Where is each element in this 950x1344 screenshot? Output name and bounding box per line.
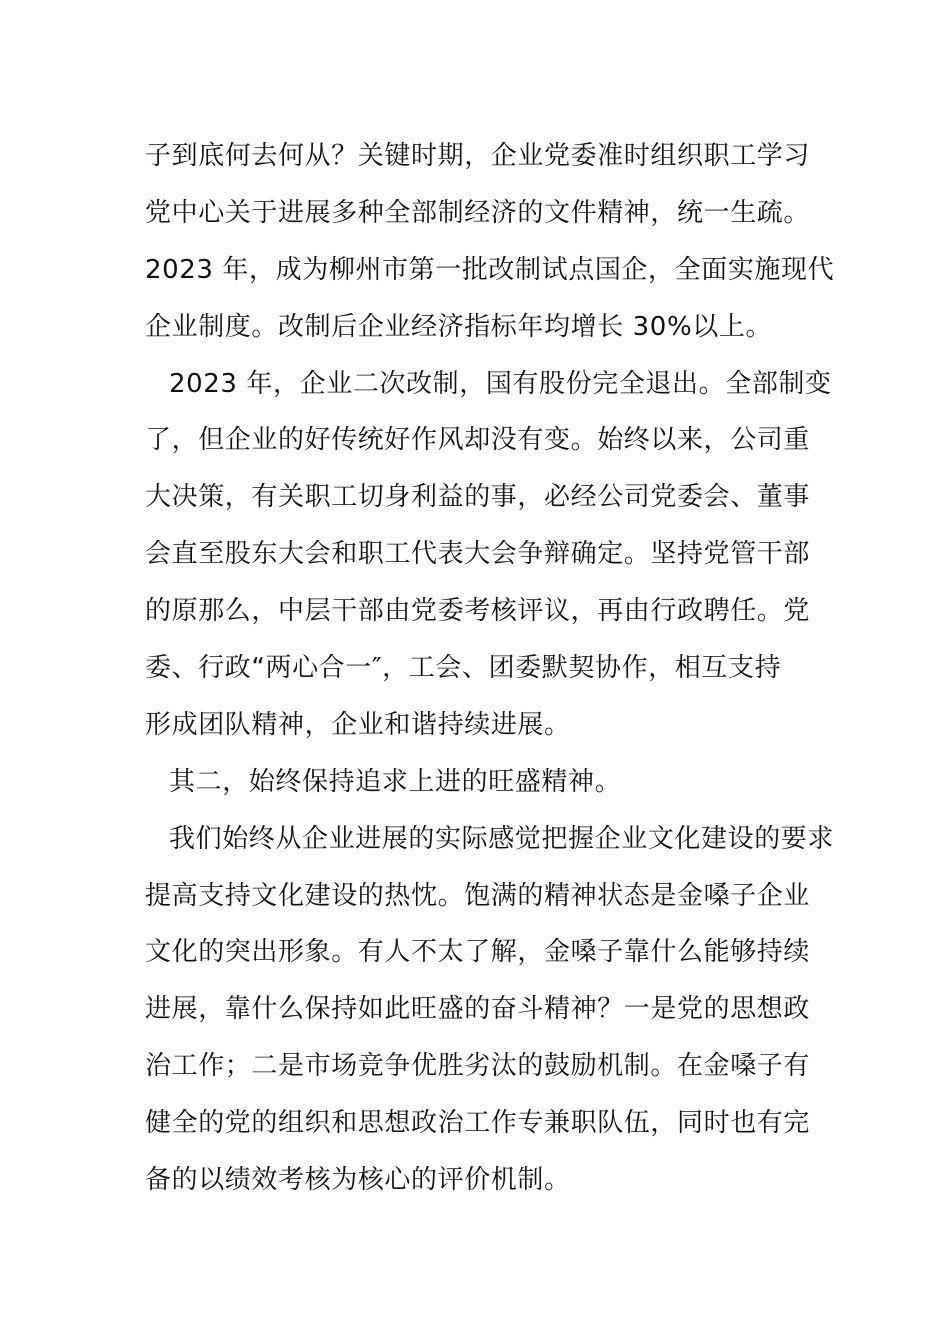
text-line-16: 进展，靠什么保持如此旺盛的奋斗精神？一是党的思想政: [145, 994, 811, 1025]
section-heading: 其二，始终保持追求上进的旺盛精神。: [169, 766, 622, 797]
text-line-3: 2023 年，成为柳州市第一批改制试点国企，全面实施现代: [145, 254, 835, 285]
text-line-10: 委、行政“两心合一″，工会、团委默契协作，相互支持: [145, 653, 782, 684]
text-line-14: 提高支持文化建设的热忱。饱满的精神状态是金嗓子企业: [145, 880, 811, 911]
text-line-19: 备的以绩效考核为核心的评价机制。: [145, 1165, 571, 1196]
text-line-1: 子到底何去何从？关键时期，企业党委准时组织职工学习: [145, 141, 811, 171]
text-line-6: 了，但企业的好传统好作风却没有变。始终以来，公司重: [145, 425, 811, 456]
text-line-5: 2023 年，企业二次改制，国有股份完全退出。全部制变: [169, 368, 832, 399]
text-line-18: 健全的党的组织和思想政治工作专兼职队伍，同时也有完: [145, 1108, 811, 1139]
text-line-8: 会直至股东大会和职工代表大会争辩确定。坚持党管干部: [145, 539, 811, 570]
text-line-17: 治工作；二是市场竞争优胜劣汰的鼓励机制。在金嗓子有: [145, 1051, 811, 1082]
text-line-7: 大决策，有关职工切身利益的事，必经公司党委会、董事: [145, 482, 811, 513]
text-line-13: 我们始终从企业进展的实际感觉把握企业文化建设的要求: [169, 823, 835, 854]
text-line-4: 企业制度。改制后企业经济指标年均增长 30%以上。: [145, 311, 773, 342]
document-body: [145, 128, 835, 1209]
text-line-2: 党中心关于进展多种全部制经济的文件精神，统一生疏。: [145, 197, 811, 228]
text-line-11: 形成团队精神，企业和谐持续进展。: [145, 709, 571, 740]
text-line-15: 文化的突出形象。有人不太了解，金嗓子靠什么能够持续: [145, 937, 811, 968]
text-line-9: 的原那么，中层干部由党委考核评议，再由行政聘任。党: [145, 596, 811, 627]
